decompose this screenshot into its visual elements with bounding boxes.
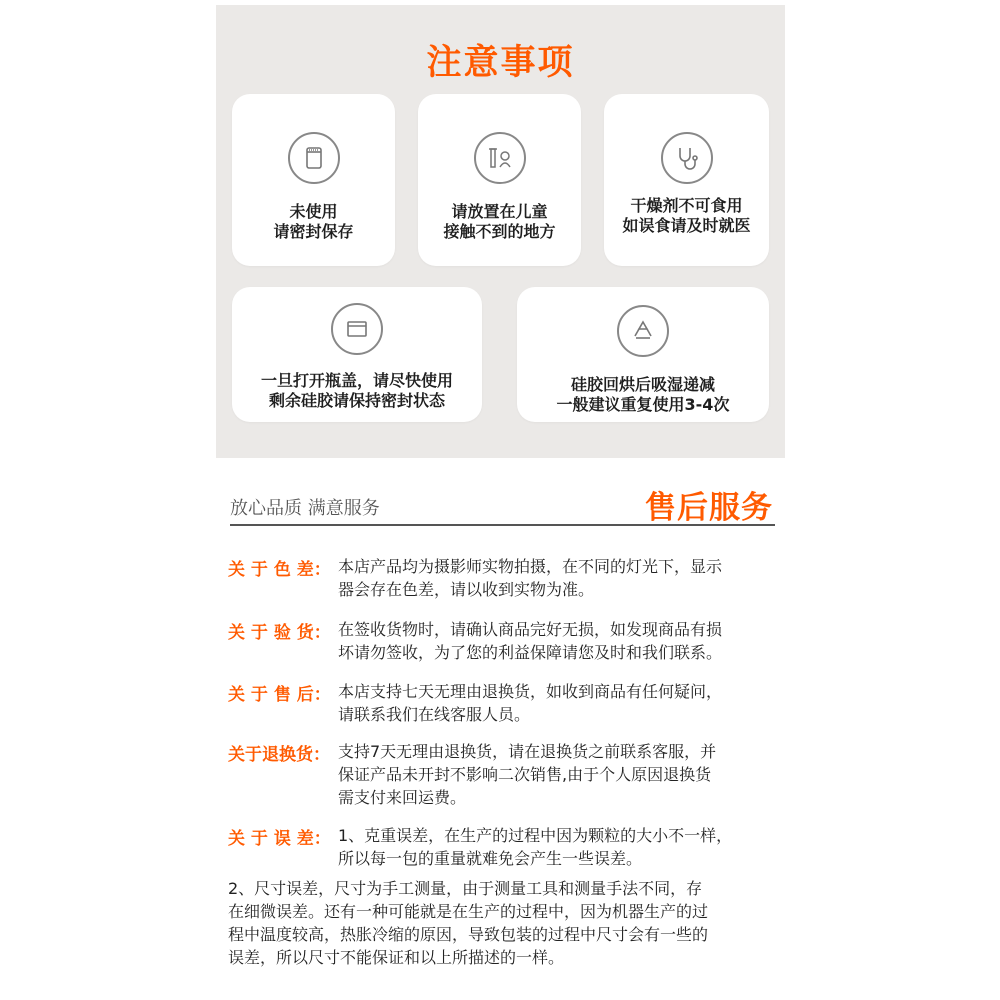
card-line: 一般建议重复使用3-4次 xyxy=(556,395,730,414)
policy-label: 关 于 售 后： xyxy=(228,685,331,705)
sealed-bag-icon xyxy=(288,132,340,184)
notice-title: 注意事项 xyxy=(426,43,575,83)
policy-line: 坏请勿签收，为了您的利益保障请您及时和我们联系。 xyxy=(338,643,723,662)
policy-label: 关于退换货： xyxy=(228,745,330,765)
size-error-text xyxy=(228,877,783,969)
policy-line: 所以每一包的重量就难免会产生一些误差。 xyxy=(338,849,643,868)
card-line: 如误食请及时就医 xyxy=(622,216,751,235)
policy-line: 在签收货物时，请确认商品完好无损，如发现商品有损 xyxy=(338,620,723,639)
after-sales-subtitle: 放心品质 满意服务 xyxy=(230,498,380,519)
card-line: 剩余硅胶请保持密封状态 xyxy=(268,391,445,410)
policy-line: 器会存在色差，请以收到实物为准。 xyxy=(338,580,595,599)
open-lid-icon xyxy=(331,303,383,355)
free-line: 程中温度较高，热胀冷缩的原因，导致包装的过程中尺寸会有一些的 xyxy=(228,925,709,944)
policy-line: 1、克重误差，在生产的过程中因为颗粒的大小不一样， xyxy=(338,826,733,845)
card-line: 接触不到的地方 xyxy=(443,222,556,241)
policy-line: 请联系我们在线客服人员。 xyxy=(338,705,531,724)
notice-card-children xyxy=(418,94,581,266)
policy-returns xyxy=(228,740,783,812)
policy-line: 保证产品未开封不影响二次销售,由于个人原因退换货 xyxy=(338,765,712,784)
policy-label: 关 于 色 差： xyxy=(228,560,331,580)
policy-after-sales xyxy=(228,680,783,730)
after-sales-title: 售后服务 xyxy=(645,490,773,526)
notice-card-reuse xyxy=(517,287,769,422)
policy-line: 本店支持七天无理由退换货，如收到商品有任何疑问， xyxy=(338,682,723,701)
card-line: 请密封保存 xyxy=(273,222,354,241)
card-line: 请放置在儿童 xyxy=(451,202,548,221)
stethoscope-icon xyxy=(661,132,713,184)
policy-line: 本店产品均为摄影师实物拍摄，在不同的灯光下，显示 xyxy=(338,557,723,576)
policy-body xyxy=(338,680,778,726)
notice-card-open-lid xyxy=(232,287,482,422)
recycle-icon xyxy=(617,305,669,357)
free-line: 2、尺寸误差，尺寸为手工测量，由于测量工具和测量手法不同，存 xyxy=(228,879,703,898)
policy-body xyxy=(338,618,778,664)
card-line: 一旦打开瓶盖，请尽快使用 xyxy=(260,371,453,390)
card-line: 干燥剂不可食用 xyxy=(630,196,743,215)
policy-inspection xyxy=(228,618,783,668)
free-line: 误差，所以尺寸不能保证和以上所描述的一样。 xyxy=(228,948,565,967)
policy-line: 支持7天无理由退换货，请在退换货之前联系客服，并 xyxy=(338,742,717,761)
notice-card-sealed xyxy=(232,94,395,266)
card-line: 未使用 xyxy=(289,202,338,221)
keep-away-children-icon xyxy=(474,132,526,184)
policy-body xyxy=(338,824,778,870)
free-line: 在细微误差。还有一种可能就是在生产的过程中，因为机器生产的过 xyxy=(228,902,709,921)
policy-label: 关 于 误 差： xyxy=(228,829,331,849)
card-line: 硅胶回烘后吸湿递减 xyxy=(570,375,715,394)
policy-error xyxy=(228,824,783,874)
notice-card-inedible xyxy=(604,94,769,266)
policy-body xyxy=(338,555,778,601)
policy-color-diff xyxy=(228,555,783,605)
after-sales-header xyxy=(230,488,775,526)
notice-panel xyxy=(216,5,785,458)
policy-label: 关 于 验 货： xyxy=(228,623,331,643)
policy-body xyxy=(338,740,778,809)
policy-line: 需支付来回运费。 xyxy=(338,788,467,807)
